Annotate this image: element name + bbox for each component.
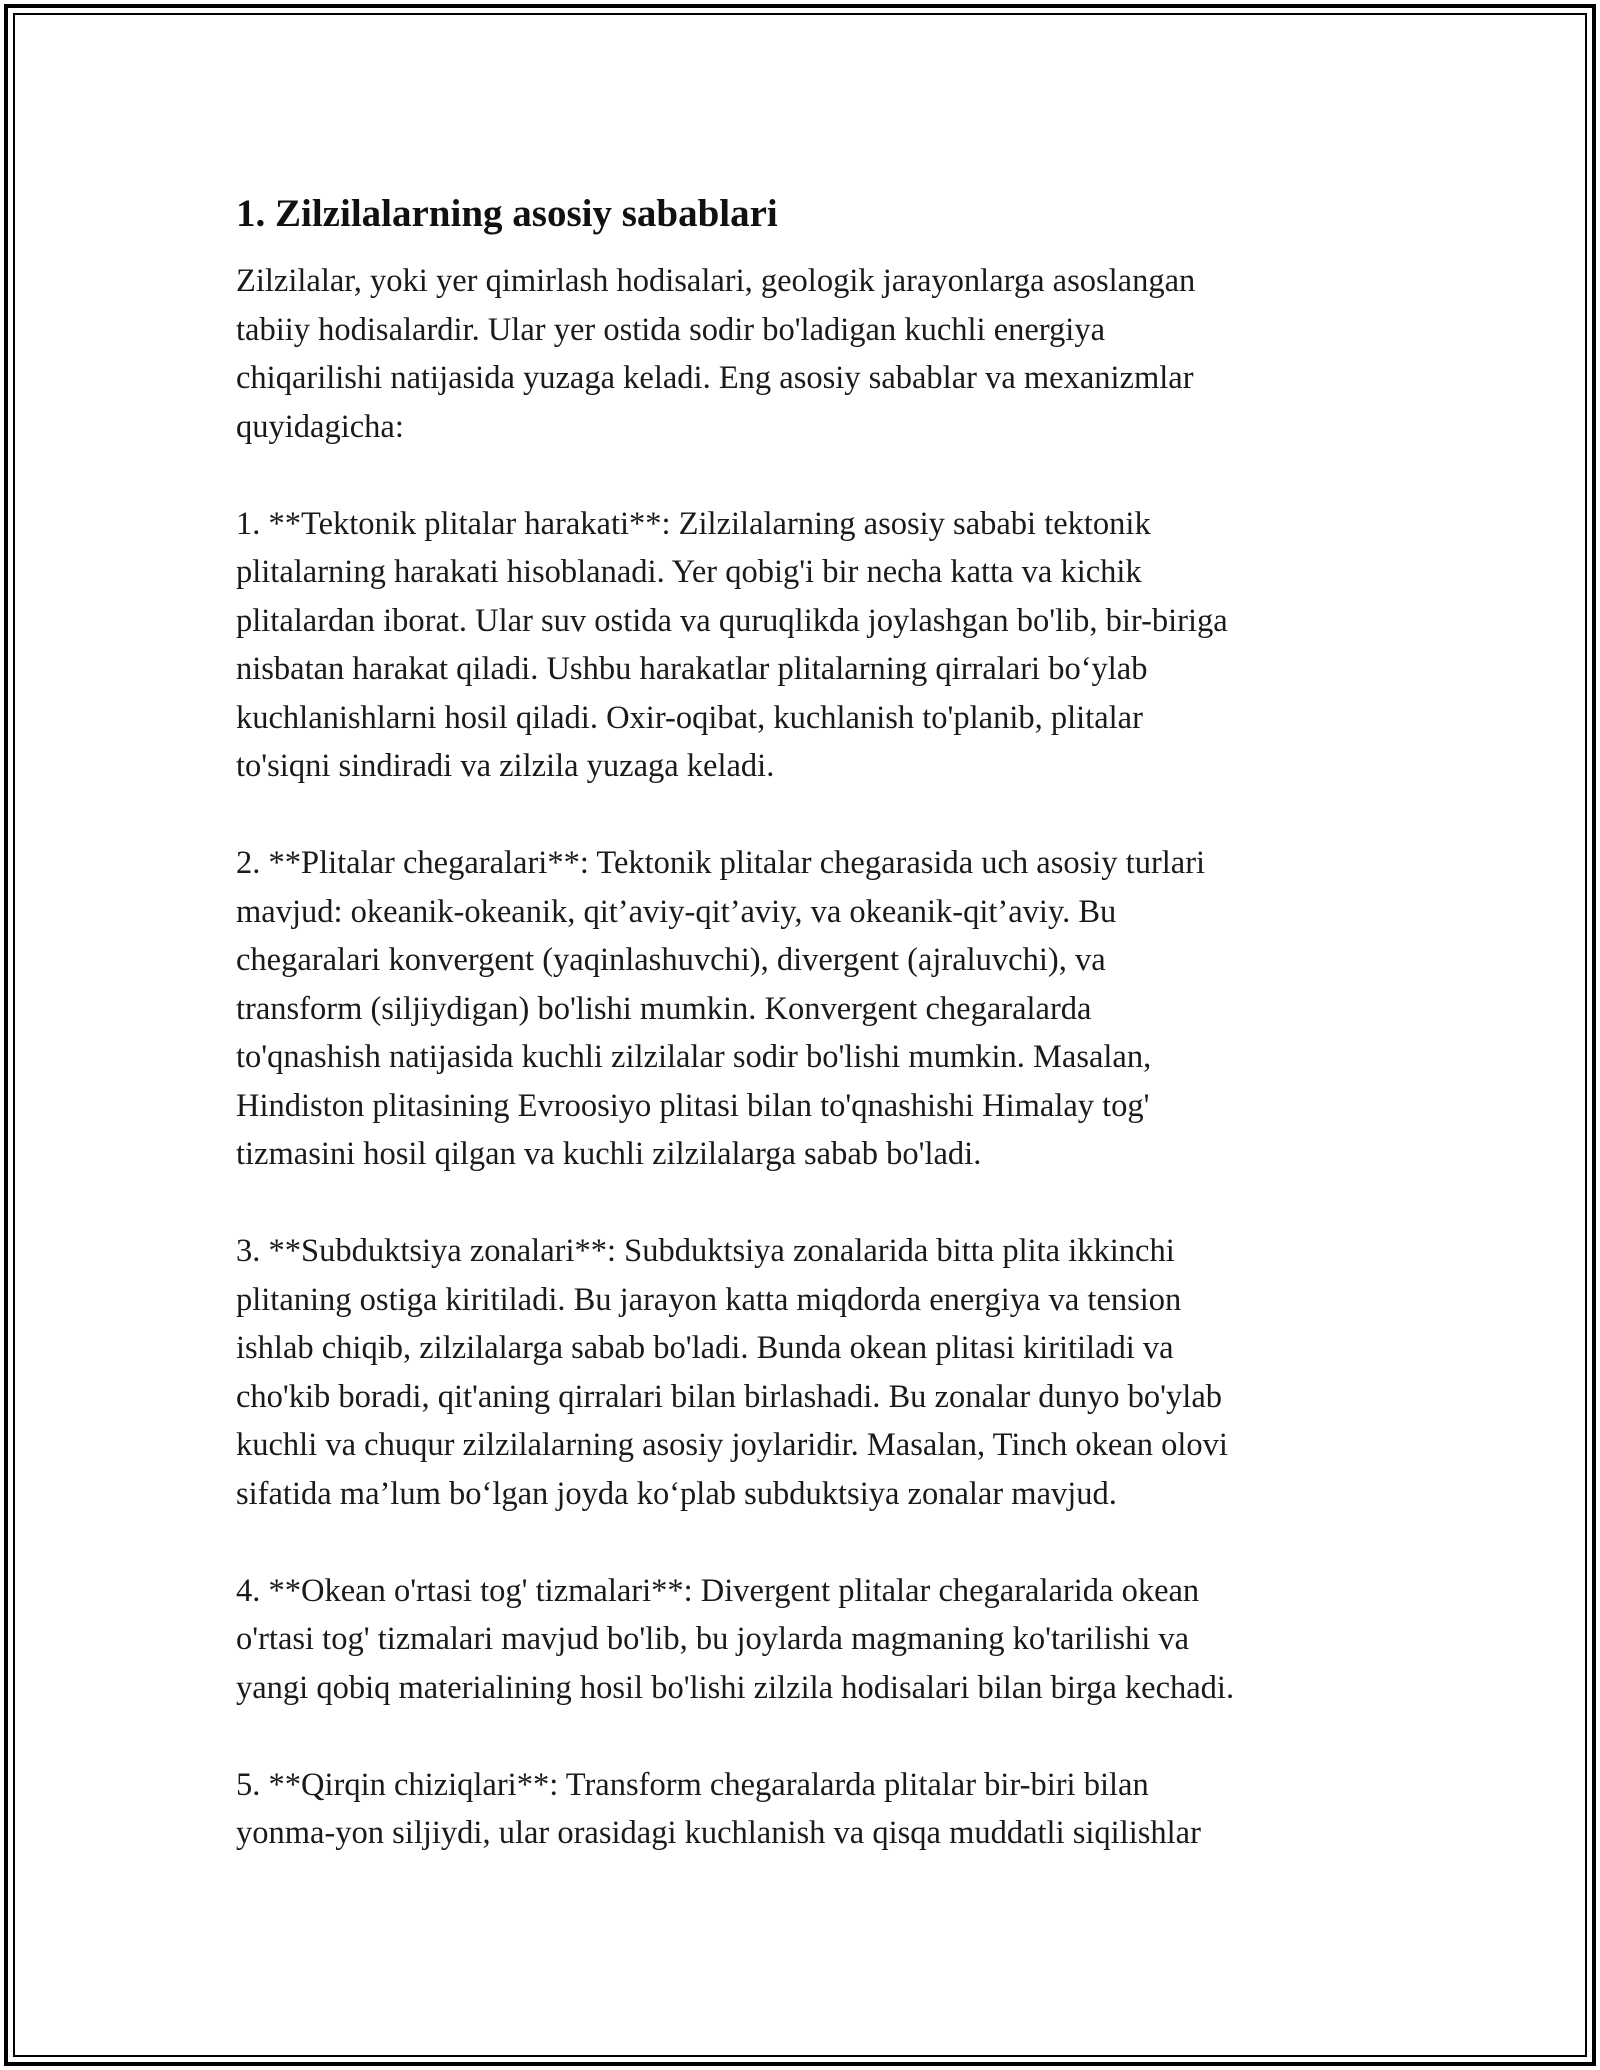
paragraph-subduction-zones: 3. **Subduktsiya zonalari**: Subduktsiya zonalarida bitta plita ikkinchi plitaning ostiga kiritiladi. Bu jarayon katta miqdorda energiya va tension ishlab chiqib, zilzilalarga sabab bo'ladi. Bunda okean plitasi kiritiladi va cho'kib boradi, qit'aning qirralari bilan birlashadi. Bu zonalar dunyo bo'ylab kuchli va chuqur zilzilalarning asosiy joylaridir. Masalan, Tinch okean olovi sifatida ma’lum bo‘lgan joyda ko‘plab subduktsiya zonalar mavjud. [236, 1233, 1228, 1512]
paragraph-plate-boundaries: 2. **Plitalar chegaralari**: Tektonik plitalar chegarasida uch asosiy turlari mavjud: okeanik-okeanik, qit’aviy-qit’aviy, va okeanik-qit’aviy. Bu chegaralari konvergent (yaqinlashuvchi), divergent (ajraluvchi), va transform (siljiydigan) bo'lishi mumkin. Konvergent chegaralarda to'qnashish natijasida kuchli zilzilalar sodir bo'lishi mumkin. Masalan, Hindiston plitasining Evroosiyo plitasi bilan to'qnashishi Himalay tog' tizmasini hosil qilgan va kuchli zilzilalarga sabab bo'ladi. [236, 845, 1206, 1172]
paragraph-tectonic-plates: 1. **Tektonik plitalar harakati**: Zilzilalarning asosiy sababi tektonik plitalarning harakati hisoblanadi. Yer qobig'i bir necha katta va kichik plitalardan iborat. Ular suv ostida va quruqlikda joylashgan bo'lib, bir-biriga nisbatan harakat qiladi. Ushbu harakatlar plitalarning qirralari bo‘ylab kuchlanishlarni hosil qiladi. Oxir-oqibat, kuchlanish to'planib, plitalar to'siqni sindiradi va zilzila yuzaga keladi. [236, 505, 1228, 784]
document-title: 1. Zilzilalarning asosiy sabablari [236, 192, 778, 235]
paragraph-mid-ocean-ridges: 4. **Okean o'rtasi tog' tizmalari**: Divergent plitalar chegaralarida okean o'rtasi tog' tizmalari mavjud bo'lib, bu joylarda magmaning ko'tarilishi va yangi qobiq materialining hosil bo'lishi zilzila hodisalari bilan birga kechadi. [236, 1572, 1235, 1706]
paragraph-fault-lines: 5. **Qirqin chiziqlari**: Transform chegaralarda plitalar bir-biri bilan yonma-yon siljiydi, ular orasidagi kuchlanish va qisqa muddatli siqilishlar [236, 1766, 1201, 1851]
intro-paragraph: Zilzilalar, yoki yer qimirlash hodisalari, geologik jarayonlarga asoslangan tabiiy hodisalardir. Ular yer ostida sodir bo'ladigan kuchli energiya chiqarilishi natijasida yuzaga keladi. Eng asosiy sabablar va mexanizmlar quyidagicha: [236, 263, 1196, 445]
document-body [236, 185, 1376, 1858]
